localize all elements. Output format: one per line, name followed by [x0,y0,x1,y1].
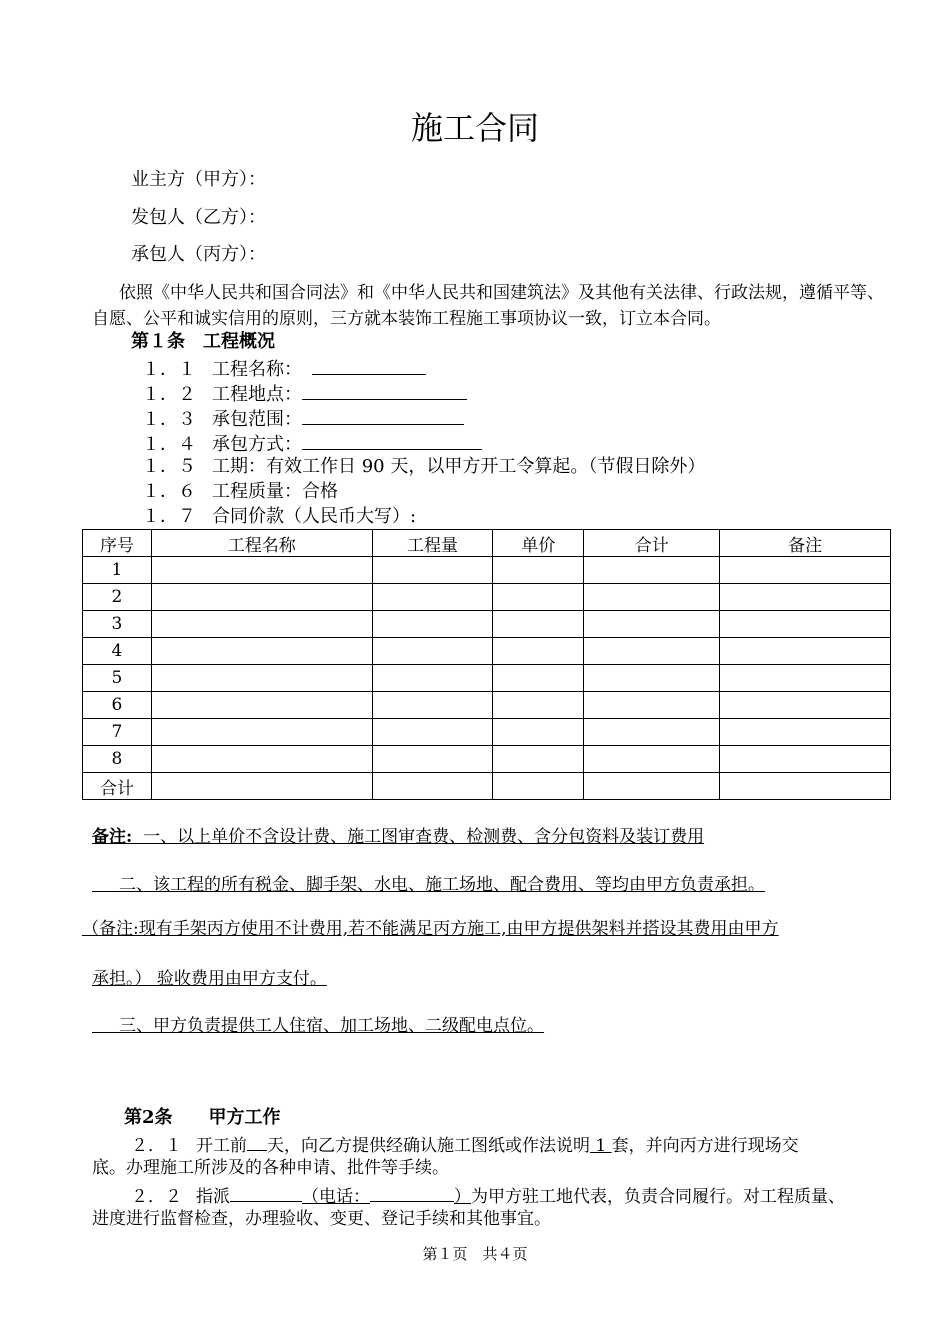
table-row [83,692,891,719]
col-header-unit-price: 单价 [493,530,584,557]
item-text: 指派 [196,1187,230,1207]
table-cell[interactable] [584,692,720,719]
article-1-item [142,483,338,501]
article-1-item [142,508,416,526]
table-cell[interactable] [493,719,584,746]
item-label: 工期：有效工作日 90 天，以甲方开工令算起。（节假日除外） [212,456,706,477]
row-index: 1 [83,557,152,584]
item-number: １．１ [142,359,196,380]
table-row [83,746,891,773]
table-cell[interactable] [584,557,720,584]
table-cell[interactable] [720,611,891,638]
note-label: 备注: [92,827,133,847]
party-owner: 业主方（甲方）： [131,169,266,190]
table-cell[interactable] [720,665,891,692]
item-label: 工程质量：合格 [212,481,338,502]
item-number: １．５ [142,456,196,477]
table-row [83,611,891,638]
table-cell[interactable] [720,746,891,773]
party-contractor: 承包人（丙方）： [131,244,266,265]
row-index: 5 [83,665,152,692]
item-label: 承包方式： [212,434,302,455]
item-number: １．６ [142,481,196,502]
col-header-project-name: 工程名称 [151,530,372,557]
table-cell[interactable] [151,692,372,719]
article-1-item [142,433,482,454]
table-cell[interactable] [372,557,493,584]
item-label: 合同价款（人民币大写）: [212,506,417,527]
item-label: 工程地点： [212,384,302,405]
col-header-total: 合计 [584,530,720,557]
table-cell[interactable] [372,719,493,746]
table-cell[interactable] [584,584,720,611]
row-index: 合计 [83,773,152,800]
table-cell[interactable] [151,746,372,773]
row-index: 6 [83,692,152,719]
table-cell[interactable] [720,773,891,800]
article-1-title: 第１条 工程概况 [131,331,275,352]
table-cell[interactable] [493,665,584,692]
table-cell[interactable] [720,584,891,611]
intro-line-2: 自愿、公平和诚实信用的原则，三方就本装饰工程施工事项协议一致，订立本合同。 [92,309,721,329]
table-row [83,584,891,611]
item-text: 套，并向丙方进行现场交 [611,1136,799,1156]
table-cell[interactable] [372,584,493,611]
phone-close: ） [454,1187,471,1207]
article-2-item-1 [131,1134,799,1155]
table-cell[interactable] [372,665,493,692]
item-label: 工程名称： [212,359,302,380]
item-number: １．２ [142,384,196,405]
table-cell[interactable] [584,665,720,692]
table-cell[interactable] [720,557,891,584]
table-row [83,719,891,746]
table-total-row [83,773,891,800]
row-index: 7 [83,719,152,746]
row-index: 2 [83,584,152,611]
contract-method-blank[interactable] [302,433,482,450]
col-header-quantity: 工程量 [372,530,493,557]
row-index: 8 [83,746,152,773]
item-number: １．７ [142,506,196,527]
item-number: ２．１ [131,1136,182,1156]
table-cell[interactable] [372,611,493,638]
table-cell[interactable] [493,746,584,773]
table-cell[interactable] [372,773,493,800]
article-1-item [142,458,705,476]
article-2-title: 第2条 甲方工作 [124,1107,281,1128]
price-table [82,529,891,800]
table-cell[interactable] [584,746,720,773]
article-2-item-1-cont: 底。办理施工所涉及的各种申请、批件等手续。 [92,1158,449,1178]
table-cell[interactable] [720,692,891,719]
phone-label: （电话： [302,1187,370,1207]
drawing-count[interactable]: 1 [590,1136,612,1156]
table-row [83,665,891,692]
party-employer: 发包人（乙方）： [131,207,266,228]
article-1-item [142,358,426,379]
table-cell[interactable] [493,692,584,719]
item-number: １．３ [142,409,196,430]
table-cell[interactable] [151,719,372,746]
table-cell[interactable] [372,692,493,719]
table-row [83,638,891,665]
article-2-item-2 [131,1185,845,1206]
table-cell[interactable] [493,557,584,584]
project-name-blank[interactable] [312,358,426,375]
note-line-1 [92,829,704,846]
row-index: 4 [83,638,152,665]
representative-blank[interactable] [230,1185,302,1202]
days-blank[interactable] [247,1134,267,1151]
table-cell[interactable] [151,665,372,692]
note-line-4: 承担。） 验收费用由甲方支付。 [92,969,327,989]
page-footer: 第１页 共４页 [422,1245,528,1263]
table-cell[interactable] [584,719,720,746]
table-cell[interactable] [151,773,372,800]
table-cell[interactable] [493,638,584,665]
table-cell[interactable] [493,584,584,611]
col-header-index: 序号 [83,530,152,557]
item-label: 承包范围： [212,409,302,430]
table-cell[interactable] [151,611,372,638]
project-location-blank[interactable] [302,383,467,400]
table-row [83,557,891,584]
note-line-5: 三、甲方负责提供工人住宿、加工场地、二级配电点位。 [92,1016,545,1036]
note-line-2: 二、该工程的所有税金、脚手架、水电、施工场地、配合费用、等均由甲方负责承担。 [92,875,766,895]
contract-scope-blank[interactable] [302,408,464,425]
note-text: 一、以上单价不含设计费、施工图审查费、检测费、含分包资料及装订费用 [132,827,705,847]
table-cell[interactable] [493,773,584,800]
item-text: 天，向乙方提供经确认施工图纸或作法说明 [267,1136,590,1156]
table-cell[interactable] [720,638,891,665]
note-line-3: （备注:现有手架丙方使用不计费用,若不能满足丙方施工,由甲方提供架料并搭设其费用由甲方 [82,919,779,939]
table-cell[interactable] [584,611,720,638]
article-1-item [142,383,467,404]
table-cell[interactable] [151,584,372,611]
table-cell[interactable] [372,638,493,665]
table-header-row [83,530,891,557]
table-cell[interactable] [493,611,584,638]
article-1-item [142,408,464,429]
article-2-item-2-cont: 进度进行监督检查，办理验收、变更、登记手续和其他事宜。 [92,1209,551,1229]
intro-line-1: 依照《中华人民共和国合同法》和《中华人民共和国建筑法》及其他有关法律、行政法规，遵循平等、 [119,283,884,303]
row-index: 3 [83,611,152,638]
item-number: １．４ [142,434,196,455]
table-cell[interactable] [720,719,891,746]
page-title: 施工合同 [410,109,539,147]
table-cell[interactable] [584,773,720,800]
table-cell[interactable] [151,557,372,584]
col-header-remarks: 备注 [720,530,891,557]
phone-blank[interactable] [370,1185,454,1202]
table-cell[interactable] [151,638,372,665]
item-number: ２．２ [131,1187,182,1207]
item-text: 为甲方驻工地代表，负责合同履行。对工程质量、 [471,1187,845,1207]
table-cell[interactable] [584,638,720,665]
item-text: 开工前 [196,1136,247,1156]
table-cell[interactable] [372,746,493,773]
